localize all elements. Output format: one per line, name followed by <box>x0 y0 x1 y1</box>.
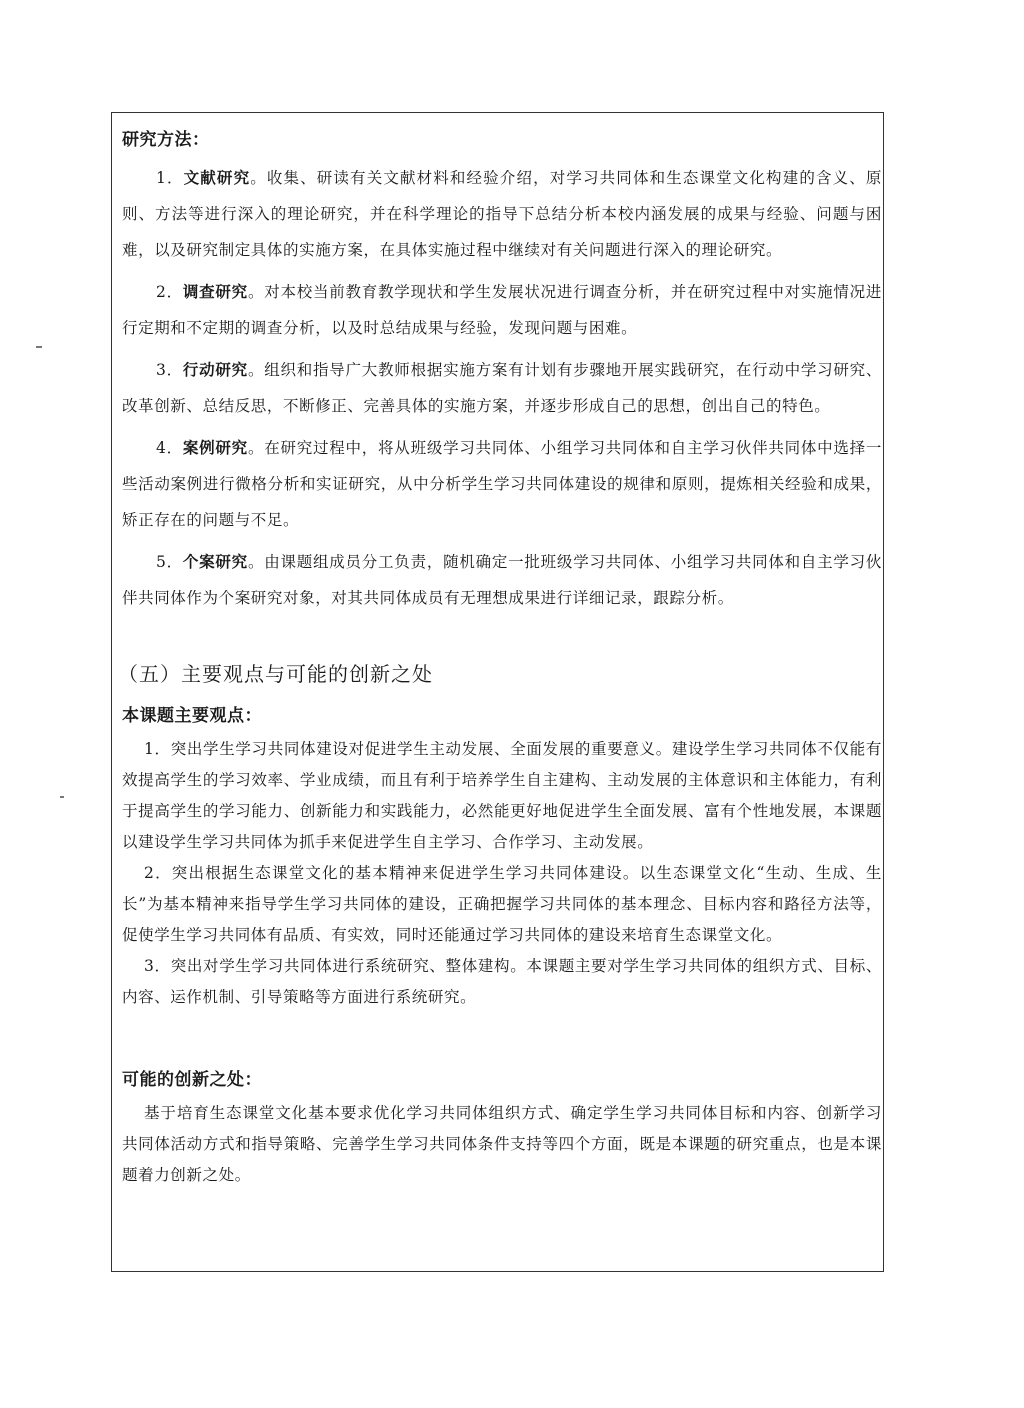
method-title: 行动研究 <box>182 360 248 379</box>
method-number: 3． <box>156 361 183 379</box>
method-number: 5． <box>156 553 183 571</box>
method-item <box>122 430 882 538</box>
research-methods-heading: 研究方法： <box>122 130 210 150</box>
method-text: 。组织和指导广大教师根据实施方案有计划有步骤地开展实践研究，在行动中学习研究、改革创新、总结反思，不断修正、完善具体的实施方案，并逐步形成自己的思想，创出自己的特色。 <box>122 361 883 415</box>
view-item: 2．突出根据生态课堂文化的基本精神来促进学生学习共同体建设。以生态课堂文化“生动、生成、生长”为基本精神来指导学生学习共同体的建设，正确把握学习共同体的基本理念、目标内容和路径方法等，促使学生学习共同体有品质、有实效，同时还能通过学习共同体的建设来培育生态课堂文化。 <box>122 864 882 944</box>
main-views-heading: 本课题主要观点： <box>122 706 262 726</box>
method-number: 1． <box>156 169 184 187</box>
method-number: 4． <box>156 439 183 457</box>
method-text: 。收集、研读有关文献材料和经验介绍，对学习共同体和生态课堂文化构建的含义、原则、方法等进行深入的理论研究，并在科学理论的指导下总结分析本校内涵发展的成果与经验、问题与困难，以及研究制定具体的实施方案，在具体实施过程中继续对有关问题进行深入的理论研究。 <box>122 169 883 259</box>
method-text: 。由课题组成员分工负责，随机确定一批班级学习共同体、小组学习共同体和自主学习伙伴共同体作为个案研究对象，对其共同体成员有无理想成果进行详细记录，跟踪分析。 <box>122 553 883 607</box>
scan-mark <box>36 346 42 348</box>
research-methods-section <box>122 128 882 622</box>
method-text: 。对本校当前教育教学现状和学生发展状况进行调查分析，并在研究过程中对实施情况进行定期和不定期的调查分析，以及时总结成果与经验，发现问题与困难。 <box>122 283 883 337</box>
method-title: 个案研究 <box>182 552 248 571</box>
section-title: （五）主要观点与可能的创新之处 <box>118 662 433 686</box>
innovation-section <box>122 1068 882 1191</box>
view-item: 3．突出对学生学习共同体进行系统研究、整体建构。本课题主要对学生学习共同体的组织方式、目标、内容、运作机制、引导策略等方面进行系统研究。 <box>122 957 882 1006</box>
method-item <box>122 352 882 424</box>
method-text: 。在研究过程中，将从班级学习共同体、小组学习共同体和自主学习伙伴共同体中选择一些活动案例进行微格分析和实证研究，从中分析学生学习共同体建设的规律和原则，提炼相关经验和成果，矫正存在的问题与不足。 <box>122 439 883 529</box>
main-views-section <box>122 704 882 1013</box>
scan-mark <box>60 796 64 798</box>
method-number: 2． <box>156 283 183 301</box>
innovation-heading: 可能的创新之处： <box>122 1070 262 1090</box>
innovation-text: 基于培育生态课堂文化基本要求优化学习共同体组织方式、确定学生学习共同体目标和内容、创新学习共同体活动方式和指导策略、完善学生学习共同体条件支持等四个方面，既是本课题的研究重点，也是本课题着力创新之处。 <box>122 1104 882 1184</box>
method-item <box>122 274 882 346</box>
method-title: 调查研究 <box>182 282 248 301</box>
method-title: 案例研究 <box>182 438 248 457</box>
method-item <box>122 544 882 616</box>
method-title: 文献研究 <box>183 168 251 187</box>
method-item <box>122 160 882 268</box>
view-item: 1．突出学生学习共同体建设对促进学生主动发展、全面发展的重要意义。建设学生学习共同体不仅能有效提高学生的学习效率、学业成绩，而且有利于培养学生自主建构、主动发展的主体意识和主体能力，有利于提高学生的学习能力、创新能力和实践能力，必然能更好地促进学生全面发展、富有个性地发展，本课题以建设学生学习共同体为抓手来促进学生自主学习、合作学习、主动发展。 <box>122 740 882 851</box>
